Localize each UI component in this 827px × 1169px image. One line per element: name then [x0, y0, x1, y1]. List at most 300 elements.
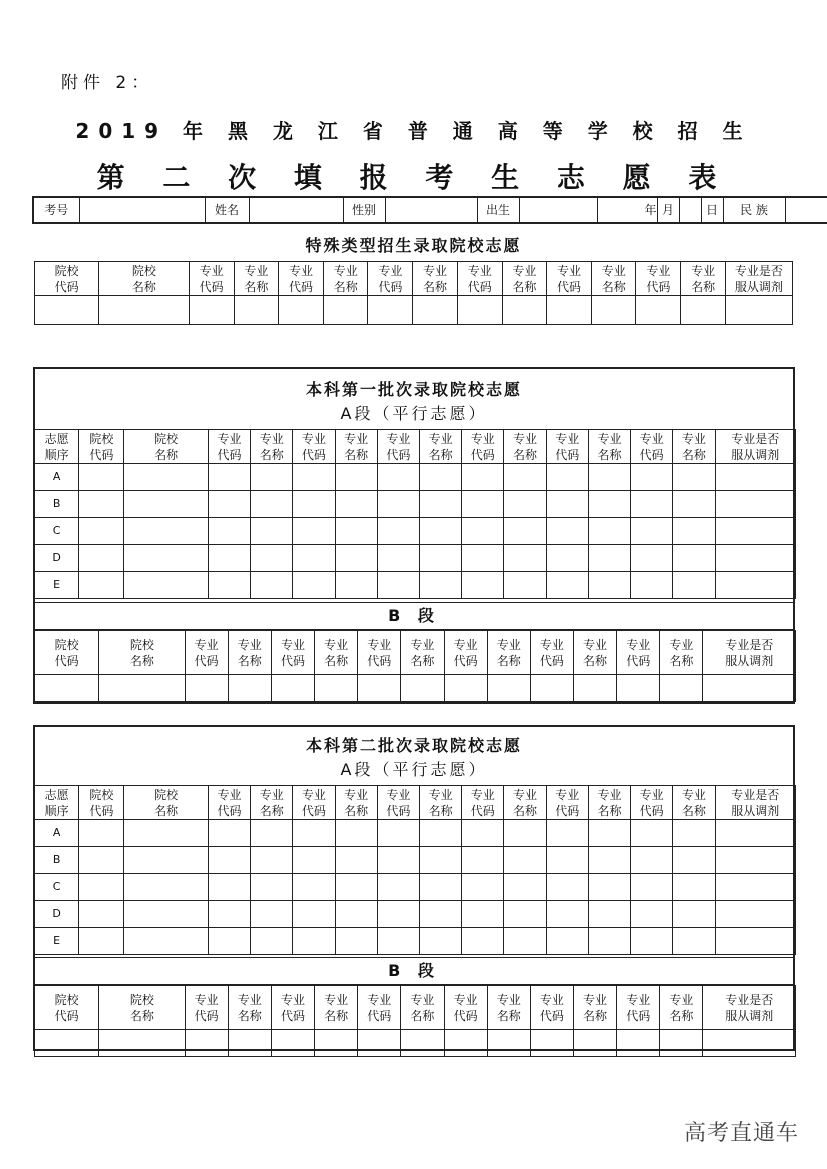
- column-header: 专业 名称: [487, 631, 530, 675]
- birth-year-field[interactable]: [519, 197, 597, 223]
- entry-cell[interactable]: [462, 572, 504, 599]
- entry-cell[interactable]: [588, 518, 630, 545]
- entry-cell[interactable]: [335, 518, 377, 545]
- exam-no-label: 考号: [33, 197, 79, 223]
- choice-order-label: D: [35, 545, 79, 572]
- entry-cell[interactable]: [324, 296, 368, 325]
- entry-cell[interactable]: [462, 901, 504, 928]
- entry-cell[interactable]: [251, 464, 293, 491]
- birth-gap: [679, 197, 701, 223]
- entry-cell[interactable]: [588, 572, 630, 599]
- attachment-label: 附件 2：: [61, 73, 154, 93]
- entry-cell[interactable]: [234, 296, 278, 325]
- column-header: 专业 名称: [487, 986, 530, 1030]
- entry-cell[interactable]: [504, 874, 546, 901]
- column-header: 专业 代码: [293, 786, 335, 820]
- batch2-b-segment: B 段: [35, 957, 793, 985]
- entry-cell[interactable]: [546, 901, 588, 928]
- entry-cell[interactable]: [368, 296, 413, 325]
- entry-cell[interactable]: [504, 820, 546, 847]
- entry-cell[interactable]: [208, 928, 250, 955]
- batch2-b-table: [34, 985, 796, 1057]
- entry-cell[interactable]: [189, 296, 234, 325]
- entry-cell[interactable]: [271, 1030, 314, 1057]
- entry-cell[interactable]: [335, 901, 377, 928]
- entry-cell[interactable]: [79, 518, 124, 545]
- entry-cell[interactable]: [208, 545, 250, 572]
- entry-cell[interactable]: [79, 545, 124, 572]
- entry-cell[interactable]: [99, 675, 185, 702]
- day-label: 日: [701, 197, 723, 223]
- entry-cell[interactable]: [631, 901, 673, 928]
- entry-cell[interactable]: [335, 572, 377, 599]
- entry-cell[interactable]: [35, 1030, 99, 1057]
- entry-cell[interactable]: [462, 464, 504, 491]
- entry-cell[interactable]: [673, 545, 715, 572]
- entry-cell[interactable]: [124, 464, 208, 491]
- column-header: 专业 代码: [358, 631, 401, 675]
- entry-cell[interactable]: [208, 874, 250, 901]
- column-header: 专业 代码: [636, 262, 681, 296]
- column-header: 专业 代码: [185, 631, 228, 675]
- entry-cell[interactable]: [588, 901, 630, 928]
- column-header: 院校 名称: [99, 631, 185, 675]
- entry-cell[interactable]: [462, 491, 504, 518]
- column-header: 专业是否 服从调剂: [725, 262, 792, 296]
- birth-label: 出生: [477, 197, 519, 223]
- entry-cell[interactable]: [617, 675, 660, 702]
- entry-cell[interactable]: [419, 572, 461, 599]
- entry-cell[interactable]: [703, 1030, 796, 1057]
- column-header: 志愿 顺序: [35, 786, 79, 820]
- entry-cell[interactable]: [377, 847, 419, 874]
- table-row: [35, 491, 796, 518]
- choice-order-label: C: [35, 874, 79, 901]
- choice-order-label: A: [35, 820, 79, 847]
- entry-cell[interactable]: [208, 518, 250, 545]
- column-header: 专业 名称: [315, 986, 358, 1030]
- entry-cell[interactable]: [631, 518, 673, 545]
- entry-cell[interactable]: [660, 675, 703, 702]
- column-header: 专业 代码: [530, 986, 573, 1030]
- column-header: 专业 名称: [592, 262, 636, 296]
- entry-cell[interactable]: [208, 572, 250, 599]
- table-row: [35, 464, 796, 491]
- entry-cell[interactable]: [413, 296, 457, 325]
- entry-cell[interactable]: [377, 518, 419, 545]
- entry-cell[interactable]: [673, 572, 715, 599]
- entry-cell[interactable]: [502, 296, 546, 325]
- table-row: [35, 928, 796, 955]
- entry-cell[interactable]: [592, 296, 636, 325]
- column-header: 专业 名称: [673, 786, 715, 820]
- table-row: [35, 518, 796, 545]
- entry-cell[interactable]: [546, 545, 588, 572]
- entry-cell[interactable]: [315, 675, 358, 702]
- entry-cell[interactable]: [588, 847, 630, 874]
- entry-cell[interactable]: [715, 928, 795, 955]
- entry-cell[interactable]: [124, 874, 208, 901]
- column-header: 专业 代码: [368, 262, 413, 296]
- batch2-title: 本科第二批次录取院校志愿: [305, 736, 522, 755]
- entry-cell[interactable]: [377, 928, 419, 955]
- column-header: 专业 名称: [251, 786, 293, 820]
- entry-cell[interactable]: [377, 572, 419, 599]
- entry-cell[interactable]: [673, 820, 715, 847]
- entry-cell[interactable]: [208, 847, 250, 874]
- column-header: 院校 名称: [99, 986, 185, 1030]
- column-header: 专业 名称: [251, 430, 293, 464]
- entry-cell[interactable]: [573, 675, 616, 702]
- entry-cell[interactable]: [124, 901, 208, 928]
- column-header: 专业 代码: [457, 262, 502, 296]
- entry-cell[interactable]: [715, 464, 795, 491]
- entry-cell[interactable]: [504, 464, 546, 491]
- entry-cell[interactable]: [79, 847, 124, 874]
- entry-cell[interactable]: [293, 847, 335, 874]
- entry-cell[interactable]: [185, 1030, 228, 1057]
- column-header: 专业 名称: [228, 986, 271, 1030]
- batch2-a-segment: A段（平行志愿）: [340, 760, 488, 779]
- entry-cell[interactable]: [546, 820, 588, 847]
- entry-cell[interactable]: [725, 296, 792, 325]
- entry-cell[interactable]: [251, 874, 293, 901]
- column-header: 专业 名称: [573, 631, 616, 675]
- entry-cell[interactable]: [419, 847, 461, 874]
- entry-cell[interactable]: [124, 545, 208, 572]
- entry-cell[interactable]: [335, 545, 377, 572]
- entry-cell[interactable]: [251, 847, 293, 874]
- entry-cell[interactable]: [462, 545, 504, 572]
- entry-cell[interactable]: [588, 545, 630, 572]
- entry-cell[interactable]: [124, 847, 208, 874]
- entry-cell[interactable]: [546, 928, 588, 955]
- entry-cell[interactable]: [293, 491, 335, 518]
- column-header: 专业是否 服从调剂: [703, 631, 796, 675]
- entry-cell[interactable]: [631, 572, 673, 599]
- entry-cell[interactable]: [631, 491, 673, 518]
- entry-cell[interactable]: [208, 464, 250, 491]
- entry-cell[interactable]: [419, 874, 461, 901]
- entry-cell[interactable]: [79, 572, 124, 599]
- column-header: 专业 代码: [377, 430, 419, 464]
- entry-cell[interactable]: [504, 928, 546, 955]
- column-header: 院校 代码: [79, 430, 124, 464]
- watermark-text: 高考直通车: [683, 1121, 799, 1146]
- entry-cell[interactable]: [673, 518, 715, 545]
- name-label: 姓名: [205, 197, 249, 223]
- column-header: 院校 代码: [35, 986, 99, 1030]
- table-row: [35, 874, 796, 901]
- entry-cell[interactable]: [124, 518, 208, 545]
- entry-cell[interactable]: [293, 518, 335, 545]
- entry-cell[interactable]: [251, 928, 293, 955]
- entry-cell[interactable]: [631, 847, 673, 874]
- entry-cell[interactable]: [35, 675, 99, 702]
- entry-cell[interactable]: [715, 847, 795, 874]
- entry-cell[interactable]: [546, 464, 588, 491]
- entry-cell[interactable]: [293, 928, 335, 955]
- entry-cell[interactable]: [315, 1030, 358, 1057]
- exam-no-field[interactable]: [79, 197, 205, 223]
- entry-cell[interactable]: [588, 491, 630, 518]
- column-header: 专业 名称: [234, 262, 278, 296]
- table-row: [35, 820, 796, 847]
- entry-cell[interactable]: [462, 518, 504, 545]
- entry-cell[interactable]: [293, 545, 335, 572]
- table-row: [35, 296, 793, 325]
- column-header: 专业 代码: [189, 262, 234, 296]
- entry-cell[interactable]: [673, 928, 715, 955]
- entry-cell[interactable]: [335, 464, 377, 491]
- column-header: 专业 代码: [546, 430, 588, 464]
- entry-cell[interactable]: [124, 820, 208, 847]
- column-header: 院校 名称: [124, 430, 208, 464]
- name-field[interactable]: [249, 197, 343, 223]
- entry-cell[interactable]: [293, 464, 335, 491]
- entry-cell[interactable]: [419, 518, 461, 545]
- entry-cell[interactable]: [462, 928, 504, 955]
- column-header: 专业 名称: [502, 262, 546, 296]
- entry-cell[interactable]: [99, 1030, 185, 1057]
- entry-cell[interactable]: [335, 874, 377, 901]
- batch2-a-table: [34, 785, 796, 955]
- entry-cell[interactable]: [504, 545, 546, 572]
- entry-cell[interactable]: [715, 901, 795, 928]
- entry-cell[interactable]: [631, 464, 673, 491]
- entry-cell[interactable]: [631, 874, 673, 901]
- entry-cell[interactable]: [588, 874, 630, 901]
- column-header: 专业 名称: [588, 430, 630, 464]
- entry-cell[interactable]: [588, 820, 630, 847]
- entry-cell[interactable]: [631, 545, 673, 572]
- entry-cell[interactable]: [251, 820, 293, 847]
- entry-cell[interactable]: [715, 572, 795, 599]
- batch1-b-segment: B 段: [35, 602, 793, 630]
- entry-cell[interactable]: [504, 518, 546, 545]
- entry-cell[interactable]: [79, 464, 124, 491]
- choice-order-label: A: [35, 464, 79, 491]
- column-header: 专业 名称: [419, 786, 461, 820]
- entry-cell[interactable]: [673, 491, 715, 518]
- entry-cell[interactable]: [673, 874, 715, 901]
- entry-cell[interactable]: [419, 545, 461, 572]
- column-header: 院校 代码: [79, 786, 124, 820]
- entry-cell[interactable]: [457, 296, 502, 325]
- entry-cell[interactable]: [278, 296, 323, 325]
- entry-cell[interactable]: [681, 296, 725, 325]
- entry-cell[interactable]: [377, 464, 419, 491]
- entry-cell[interactable]: [504, 901, 546, 928]
- entry-cell[interactable]: [124, 928, 208, 955]
- column-header: 专业 名称: [573, 986, 616, 1030]
- entry-cell[interactable]: [419, 464, 461, 491]
- column-header: 院校 名称: [124, 786, 208, 820]
- gender-label: 性别: [343, 197, 385, 223]
- entry-cell[interactable]: [504, 847, 546, 874]
- entry-cell[interactable]: [546, 874, 588, 901]
- column-header: 专业 名称: [419, 430, 461, 464]
- column-header: 专业 代码: [358, 986, 401, 1030]
- entry-cell[interactable]: [631, 820, 673, 847]
- entry-cell[interactable]: [228, 675, 271, 702]
- entry-cell[interactable]: [335, 847, 377, 874]
- entry-cell[interactable]: [377, 545, 419, 572]
- entry-cell[interactable]: [546, 491, 588, 518]
- column-header: 专业 名称: [413, 262, 457, 296]
- ethnicity-field[interactable]: [785, 197, 827, 223]
- entry-cell[interactable]: [636, 296, 681, 325]
- entry-cell[interactable]: [617, 1030, 660, 1057]
- entry-cell[interactable]: [660, 1030, 703, 1057]
- entry-cell[interactable]: [293, 820, 335, 847]
- entry-cell[interactable]: [293, 572, 335, 599]
- column-header: 专业 名称: [335, 430, 377, 464]
- entry-cell[interactable]: [401, 675, 444, 702]
- entry-cell[interactable]: [208, 901, 250, 928]
- table-row: [35, 1030, 796, 1057]
- column-header: 专业 名称: [681, 262, 725, 296]
- column-header: 专业 代码: [546, 262, 591, 296]
- entry-cell[interactable]: [462, 847, 504, 874]
- entry-cell[interactable]: [419, 491, 461, 518]
- entry-cell[interactable]: [185, 675, 228, 702]
- column-header: 专业 名称: [335, 786, 377, 820]
- entry-cell[interactable]: [79, 874, 124, 901]
- column-header: 专业是否 服从调剂: [715, 430, 795, 464]
- entry-cell[interactable]: [99, 296, 189, 325]
- entry-cell[interactable]: [419, 820, 461, 847]
- entry-cell[interactable]: [715, 491, 795, 518]
- entry-cell[interactable]: [462, 874, 504, 901]
- gender-field[interactable]: [385, 197, 477, 223]
- column-header: 专业 名称: [324, 262, 368, 296]
- entry-cell[interactable]: [124, 572, 208, 599]
- entry-cell[interactable]: [377, 901, 419, 928]
- batch2-box: [33, 725, 795, 1051]
- choice-order-label: B: [35, 491, 79, 518]
- entry-cell[interactable]: [419, 928, 461, 955]
- entry-cell[interactable]: [444, 1030, 487, 1057]
- entry-cell[interactable]: [228, 1030, 271, 1057]
- entry-cell[interactable]: [293, 874, 335, 901]
- entry-cell[interactable]: [377, 491, 419, 518]
- entry-cell[interactable]: [208, 820, 250, 847]
- entry-cell[interactable]: [251, 572, 293, 599]
- entry-cell[interactable]: [401, 1030, 444, 1057]
- column-header: 专业 代码: [631, 786, 673, 820]
- entry-cell[interactable]: [335, 928, 377, 955]
- entry-cell[interactable]: [487, 675, 530, 702]
- column-header: 专业 代码: [462, 430, 504, 464]
- column-header: 专业 代码: [293, 430, 335, 464]
- entry-cell[interactable]: [251, 491, 293, 518]
- entry-cell[interactable]: [546, 296, 591, 325]
- entry-cell[interactable]: [124, 491, 208, 518]
- entry-cell[interactable]: [271, 675, 314, 702]
- column-header: 专业 名称: [401, 986, 444, 1030]
- entry-cell[interactable]: [79, 901, 124, 928]
- special-section-title: 特殊类型招生录取院校志愿: [305, 236, 522, 255]
- entry-cell[interactable]: [673, 901, 715, 928]
- entry-cell[interactable]: [546, 572, 588, 599]
- entry-cell[interactable]: [673, 847, 715, 874]
- entry-cell[interactable]: [487, 1030, 530, 1057]
- entry-cell[interactable]: [631, 928, 673, 955]
- column-header: 专业 代码: [271, 986, 314, 1030]
- entry-cell[interactable]: [588, 464, 630, 491]
- entry-cell[interactable]: [377, 820, 419, 847]
- batch1-box: [33, 367, 795, 704]
- entry-cell[interactable]: [504, 572, 546, 599]
- choice-order-label: D: [35, 901, 79, 928]
- entry-cell[interactable]: [462, 820, 504, 847]
- entry-cell[interactable]: [335, 491, 377, 518]
- entry-cell[interactable]: [35, 296, 99, 325]
- entry-cell[interactable]: [673, 464, 715, 491]
- column-header: 专业 代码: [530, 631, 573, 675]
- entry-cell[interactable]: [546, 518, 588, 545]
- column-header: 专业 名称: [660, 631, 703, 675]
- column-header: 专业 名称: [504, 786, 546, 820]
- column-header: 专业 代码: [617, 631, 660, 675]
- entry-cell[interactable]: [588, 928, 630, 955]
- column-header: 专业 名称: [588, 786, 630, 820]
- entry-cell[interactable]: [530, 675, 573, 702]
- table-row: [35, 675, 796, 702]
- column-header: 志愿 顺序: [35, 430, 79, 464]
- entry-cell[interactable]: [715, 820, 795, 847]
- entry-cell[interactable]: [293, 901, 335, 928]
- entry-cell[interactable]: [358, 675, 401, 702]
- column-header: 专业 名称: [660, 986, 703, 1030]
- table-row: [35, 572, 796, 599]
- entry-cell[interactable]: [546, 847, 588, 874]
- entry-cell[interactable]: [208, 491, 250, 518]
- entry-cell[interactable]: [79, 491, 124, 518]
- column-header: 专业 代码: [444, 986, 487, 1030]
- entry-cell[interactable]: [715, 874, 795, 901]
- table-row: [35, 545, 796, 572]
- entry-cell[interactable]: [504, 491, 546, 518]
- column-header: 专业 代码: [546, 786, 588, 820]
- choice-order-label: B: [35, 847, 79, 874]
- entry-cell[interactable]: [715, 545, 795, 572]
- ethnicity-label: 民 族: [723, 197, 785, 223]
- column-header: 专业 名称: [401, 631, 444, 675]
- entry-cell[interactable]: [79, 820, 124, 847]
- column-header: 专业 代码: [617, 986, 660, 1030]
- entry-cell[interactable]: [419, 901, 461, 928]
- special-table: [34, 261, 793, 325]
- entry-cell[interactable]: [703, 675, 796, 702]
- entry-cell[interactable]: [715, 518, 795, 545]
- table-row: [35, 901, 796, 928]
- entry-cell[interactable]: [251, 901, 293, 928]
- candidate-info-table: [32, 196, 827, 224]
- entry-cell[interactable]: [444, 675, 487, 702]
- entry-cell[interactable]: [79, 928, 124, 955]
- entry-cell[interactable]: [377, 874, 419, 901]
- batch1-a-segment: A段（平行志愿）: [340, 404, 488, 423]
- entry-cell[interactable]: [251, 518, 293, 545]
- entry-cell[interactable]: [251, 545, 293, 572]
- batch1-a-table: [34, 429, 796, 599]
- entry-cell[interactable]: [573, 1030, 616, 1057]
- entry-cell[interactable]: [335, 820, 377, 847]
- entry-cell[interactable]: [530, 1030, 573, 1057]
- entry-cell[interactable]: [358, 1030, 401, 1057]
